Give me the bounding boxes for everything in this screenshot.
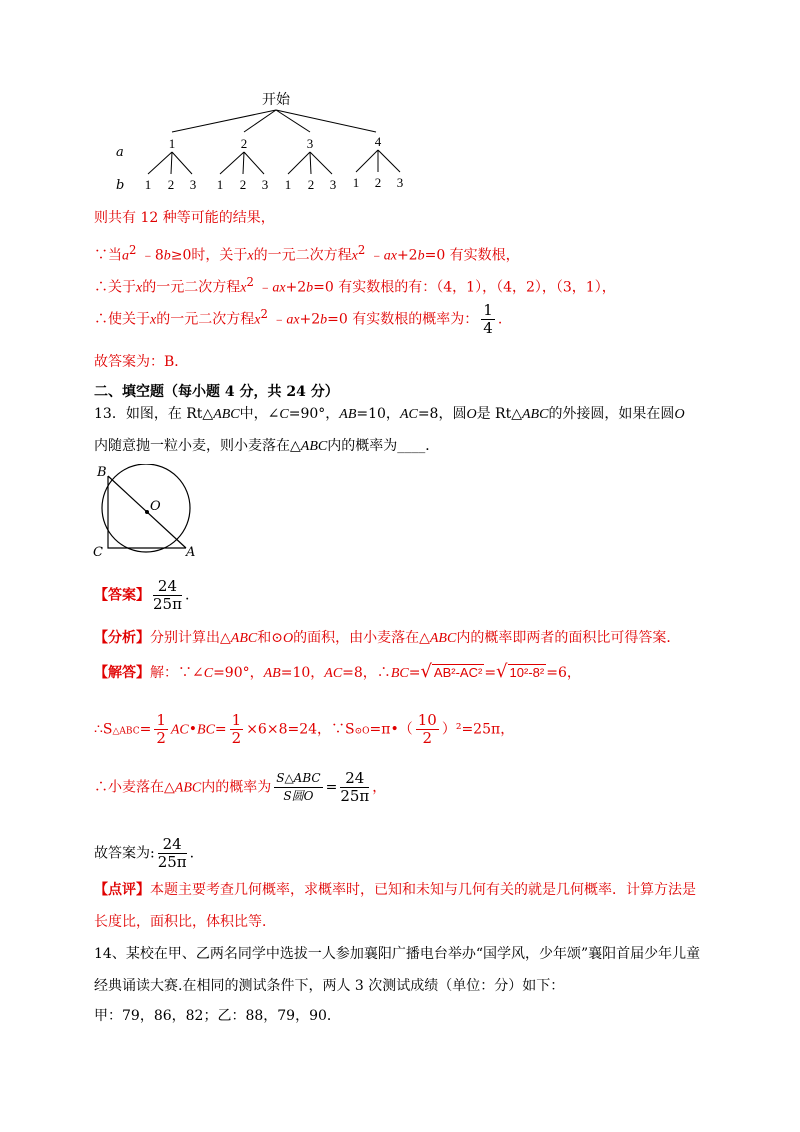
probability-line: ∴使关于x的一元二次方程$x^2$ ﹣ax+2b=0 有实数根的概率为： $\frac{1}{4}$ . xyxy=(94,301,503,337)
text: 中，∠ xyxy=(239,406,280,422)
fraction-radius xyxy=(416,712,439,747)
text: =0 有实数根， xyxy=(424,247,520,264)
answer-line-1 xyxy=(94,352,188,372)
text: =8，圆 xyxy=(417,406,467,422)
tree-b: 2 xyxy=(307,177,315,192)
tree-b: 1 xyxy=(284,177,292,192)
tree-a-4: 4 xyxy=(374,134,382,149)
text: =10， xyxy=(280,665,325,681)
total-outcomes-line xyxy=(94,208,275,228)
denominator: 25π xyxy=(153,595,182,613)
fraction-area-ratio xyxy=(274,770,322,805)
tree-b: 1 xyxy=(216,177,224,192)
cases-line: ∴关于x的一元二次方程$x^2$ ﹣ax+2b=0 有实数根的有：（4，1），（4，2），（3，1）， xyxy=(94,275,616,296)
text: =0 有实数根的有：（4，1），（4，2），（3，1）， xyxy=(313,279,616,296)
numerator: 24 xyxy=(153,578,182,596)
denominator: 25π xyxy=(340,787,370,805)
circle-figure xyxy=(90,464,200,564)
text: =10， xyxy=(356,406,400,422)
solution-tag: 【解答】 xyxy=(94,665,150,681)
text: 故答案为：B． xyxy=(94,354,189,370)
fraction-half xyxy=(154,712,168,747)
numerator: 10 xyxy=(417,711,437,729)
analysis-section: 【分析】分别计算出△ABC和⊙O的面积，由小麦落在△ABC内的概率即两者的面积比可得答案． xyxy=(94,630,681,646)
text: 分别计算出△ xyxy=(150,630,231,646)
numerator: 24 xyxy=(340,770,369,788)
answer-section: 【答案】 $\frac{24}{25\pi}$ . xyxy=(94,577,190,613)
tree-a-2: 2 xyxy=(240,136,248,151)
question-13-line-1: 13．如图，在 Rt△ABC中，∠C=90°，AB=10，AC=8，圆O是 Rt△ABC的外接圆，如果在圆O xyxy=(94,406,685,422)
fraction-one-quarter xyxy=(481,302,495,337)
tree-b: 2 xyxy=(167,177,175,192)
text: =6， xyxy=(546,665,581,681)
tree-a-label: a xyxy=(116,145,124,160)
fraction-half xyxy=(230,712,244,747)
tree-root: 开始 xyxy=(262,92,290,108)
denominator: 25π xyxy=(157,853,187,871)
answer-tag: 【答案】 xyxy=(94,587,150,604)
text: 的一元二次方程 xyxy=(142,279,241,296)
answer-line-2: 故答案为: $\frac{24}{25\pi}$ . xyxy=(94,835,195,871)
tree-b: 3 xyxy=(261,177,269,192)
area-line: ∴S△ABC= $\frac{1}{2}$ AC•BC= $\frac{1}{2}$ ×6×8=24，∵S⊙O=π•（ $\frac{10}{2}$ ）²=25π， xyxy=(94,711,515,747)
numerator: 24 xyxy=(158,836,187,854)
question-14-line-3 xyxy=(94,1006,341,1026)
text: 故答案为: xyxy=(94,845,155,862)
text: 本题主要考查几何概率，求概率时，已知和未知与几何有关的就是几何概率．计算方法是 xyxy=(150,882,696,898)
text: 甲：79，86，82；乙：88，79，90． xyxy=(94,1008,341,1024)
probability-tree xyxy=(100,88,430,200)
numerator: 1 xyxy=(483,301,493,319)
text: 的面积，由小麦落在△ xyxy=(293,630,430,646)
text: 14、某校在甲、乙两名同学中选拔一人参加襄阳广播电台举办“国学风，少年颂”襄阳首届少年儿童 xyxy=(94,946,701,962)
numerator: S△ABC xyxy=(274,770,322,788)
text: 时，关于 xyxy=(191,247,248,264)
text: ∵当 xyxy=(94,247,122,264)
condition-line: ∵当$a^2$ ﹣8b≥0时，关于x的一元二次方程$x^2$ ﹣ax+2b=0 有实数根， xyxy=(94,243,520,264)
denominator: 2 xyxy=(156,729,166,747)
text: =0 有实数根的概率为： xyxy=(327,311,479,328)
text: =8，∴ xyxy=(342,665,391,681)
denominator: 2 xyxy=(231,729,242,747)
text: =π•（ xyxy=(369,721,413,738)
text: 内随意抛一粒小麦，则小麦落在△ xyxy=(94,438,301,454)
text: 的一元二次方程 xyxy=(253,247,352,264)
text: 经典诵读大赛.在相同的测试条件下，两人 3 次测试成绩（单位：分）如下： xyxy=(94,978,565,994)
tree-b: 1 xyxy=(352,175,360,190)
text: 解：∵∠ xyxy=(150,665,204,681)
label-b: B xyxy=(97,465,107,480)
label-a: A xyxy=(186,545,196,560)
comment-tag: 【点评】 xyxy=(94,882,150,898)
tree-b: 2 xyxy=(374,175,382,190)
text: ∴使关于 xyxy=(94,311,150,328)
text: 内的概率为 xyxy=(201,779,272,796)
text: ×6×8=24，∵S xyxy=(246,721,355,738)
fraction-answer xyxy=(153,578,182,613)
text: 的一元二次方程 xyxy=(156,311,255,328)
denominator: 2 xyxy=(422,729,433,747)
denominator: S圆O xyxy=(283,789,314,803)
text: ∴S xyxy=(94,721,113,738)
section-heading xyxy=(94,382,339,402)
text: 是 Rt△ xyxy=(476,406,522,422)
text: 内的概率为____． xyxy=(327,438,440,454)
denominator: 4 xyxy=(483,319,493,337)
probability-ratio-line: ∴小麦落在△ABC内的概率为 $\frac{\text{S△ABC}}{\text{S圆O}}$ = $\frac{24}{25\pi}$ ， xyxy=(94,769,387,805)
tree-a-3: 3 xyxy=(306,136,314,151)
tree-b: 3 xyxy=(329,177,337,192)
text: 二、填空题（每小题 4 分，共 24 分） xyxy=(94,384,339,400)
text: 长度比，面积比，体积比等． xyxy=(94,914,276,930)
question-14-line-2 xyxy=(94,976,564,996)
text: 和⊙ xyxy=(257,630,283,646)
question-14-line-1 xyxy=(94,944,700,964)
tree-b: 1 xyxy=(144,177,152,192)
fraction-answer xyxy=(158,836,187,871)
sqrt-expression: 10²-8² xyxy=(509,665,545,680)
text: 内的概率即两者的面积比可得答案． xyxy=(456,630,681,646)
tree-b: 2 xyxy=(239,177,247,192)
label-c: C xyxy=(93,545,103,560)
fraction-answer xyxy=(340,770,369,805)
text: =90°， xyxy=(213,665,264,681)
sqrt-expression: AB²-AC² xyxy=(433,665,483,680)
text: 则共有 12 种等可能的结果， xyxy=(94,210,275,226)
tree-b: 3 xyxy=(189,177,197,192)
analysis-tag: 【分析】 xyxy=(94,630,150,646)
comment-line-1 xyxy=(94,880,696,900)
comment-line-2 xyxy=(94,912,276,932)
numerator: 1 xyxy=(231,711,242,729)
text: 的外接圆，如果在圆 xyxy=(548,406,675,422)
text: =90°， xyxy=(288,406,340,422)
text: ∴小麦落在△ xyxy=(94,779,175,796)
tree-b-label: b xyxy=(116,178,125,193)
text: 13．如图，在 Rt△ xyxy=(94,406,214,422)
numerator: 1 xyxy=(156,711,166,729)
text: ）²=25π， xyxy=(441,721,515,738)
tree-a-1: 1 xyxy=(168,136,176,151)
solution-line-1: 【解答】解：∵∠C=90°，AB=10，AC=8，∴BC=√ AB²-AC² =√ 10²-8² =6， xyxy=(94,661,581,682)
tree-b: 3 xyxy=(396,175,404,190)
text: ∴关于 xyxy=(94,279,136,296)
question-13-line-2: 内随意抛一粒小麦，则小麦落在△ABC内的概率为____． xyxy=(94,438,440,454)
label-o: O xyxy=(150,499,161,514)
